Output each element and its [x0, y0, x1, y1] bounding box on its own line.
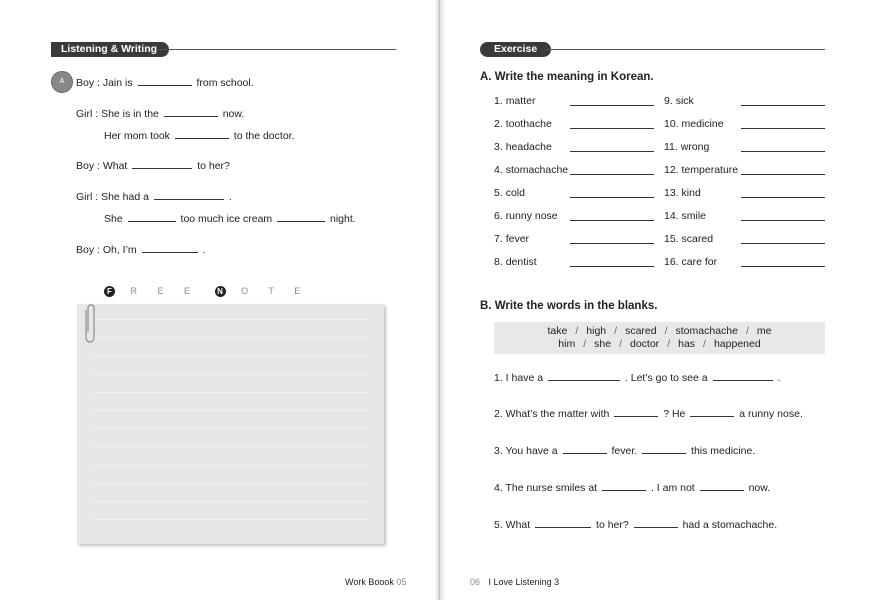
- note-rule: [92, 483, 369, 484]
- sentence-text: a runny nose.: [739, 408, 803, 420]
- separator: /: [575, 325, 579, 337]
- vocab-item: [664, 141, 709, 153]
- dialog-text: .: [228, 191, 232, 203]
- vocab-item: [664, 210, 706, 222]
- word-bank-word: doctor: [630, 338, 660, 350]
- vocab-item: [494, 210, 558, 222]
- section-tab-exercise: Exercise: [480, 42, 551, 57]
- dialog-text: .: [202, 244, 206, 256]
- word-bank-word: him: [558, 338, 576, 350]
- answer-blank[interactable]: [138, 74, 192, 86]
- answer-blank[interactable]: [741, 174, 825, 175]
- sentence-text: now.: [748, 482, 771, 494]
- dialog-line-7: [76, 241, 205, 256]
- vocab-word: toothache: [505, 118, 552, 130]
- answer-blank[interactable]: [570, 266, 654, 267]
- vocab-word: kind: [681, 187, 701, 199]
- section-rule: [546, 49, 825, 50]
- word-bank-row: [494, 338, 825, 351]
- answer-blank[interactable]: [602, 479, 646, 491]
- dialog-text: Girl : She is in the: [76, 108, 159, 120]
- vocab-item: [494, 164, 568, 176]
- vocab-number: 15.: [664, 233, 682, 245]
- vocab-number: 11.: [664, 141, 681, 153]
- vocab-number: 5.: [494, 187, 506, 199]
- dialog-text: Her mom took: [104, 130, 170, 142]
- paperclip-icon: [82, 304, 96, 344]
- footer-label: I Love Listening 3: [488, 577, 560, 587]
- vocab-word: dentist: [505, 256, 537, 268]
- sentence-1: [494, 369, 780, 384]
- vocab-item: [664, 95, 694, 107]
- dialog-text: to the doctor.: [233, 130, 295, 142]
- vocab-number: 16.: [664, 256, 682, 268]
- answer-blank[interactable]: [132, 157, 192, 169]
- section-rule: [160, 49, 396, 50]
- word-bank-row: [494, 325, 825, 338]
- answer-blank[interactable]: [570, 128, 654, 129]
- answer-blank[interactable]: [570, 197, 654, 198]
- dialog-line-5: [76, 188, 232, 203]
- vocab-word: stomachache: [505, 164, 569, 176]
- answer-blank[interactable]: [128, 210, 176, 222]
- dialog-text: from school.: [196, 77, 254, 89]
- answer-blank[interactable]: [570, 174, 654, 175]
- dialog-text: Boy : What: [76, 160, 128, 172]
- free-note-title: [104, 286, 309, 297]
- vocab-number: 2.: [494, 118, 506, 130]
- note-rule: [92, 519, 369, 520]
- answer-blank[interactable]: [614, 405, 658, 417]
- page-number: 05: [396, 577, 407, 587]
- vocab-item: [664, 164, 738, 176]
- answer-blank[interactable]: [642, 442, 686, 454]
- answer-blank[interactable]: [175, 127, 229, 139]
- vocab-number: 7.: [494, 233, 506, 245]
- separator: /: [745, 325, 749, 337]
- dialog-line-6: [104, 210, 356, 225]
- vocab-number: 1.: [494, 95, 506, 107]
- headphone-icon: [51, 71, 73, 93]
- sentence-text: . Let’s go to see a: [624, 372, 708, 384]
- sentence-text: .: [777, 372, 781, 384]
- answer-blank[interactable]: [142, 241, 198, 253]
- dialog-text: night.: [330, 213, 356, 225]
- separator: /: [703, 338, 706, 350]
- sentence-text: ? He: [663, 408, 686, 420]
- dialog-line-4: [76, 157, 230, 172]
- free-note-text: O T E: [241, 286, 310, 296]
- note-pad[interactable]: [77, 304, 384, 544]
- answer-blank[interactable]: [700, 479, 744, 491]
- answer-blank[interactable]: [563, 442, 607, 454]
- vocab-item: [494, 95, 535, 107]
- answer-blank[interactable]: [570, 151, 654, 152]
- word-bank: [494, 322, 825, 354]
- note-rule: [92, 501, 369, 502]
- word-bank-word: scared: [625, 325, 657, 337]
- separator: /: [667, 338, 671, 350]
- sentence-text: to her?: [596, 519, 629, 531]
- answer-blank[interactable]: [690, 405, 734, 417]
- vocab-word: runny nose: [505, 210, 558, 222]
- note-rule: [92, 410, 369, 411]
- word-bank-word: happened: [713, 338, 761, 350]
- note-rule: [92, 446, 369, 447]
- page-number: 06: [470, 577, 481, 587]
- word-bank-word: take: [547, 325, 568, 337]
- sentence-5: [494, 516, 777, 531]
- heading-b: B. Write the words in the blanks.: [480, 300, 658, 312]
- vocab-word: cold: [505, 187, 525, 199]
- note-rule: [92, 319, 369, 320]
- answer-blank[interactable]: [741, 266, 825, 267]
- dialog-text: She: [104, 213, 123, 225]
- vocab-number: 6.: [494, 210, 506, 222]
- note-rule: [92, 374, 369, 375]
- free-note-letter-n: N: [215, 286, 226, 297]
- vocab-item: [494, 256, 537, 268]
- footer-label: Work Boook: [345, 577, 394, 587]
- answer-blank[interactable]: [535, 516, 591, 528]
- dialog-line-2: [76, 105, 244, 120]
- sentence-text: this medicine.: [691, 445, 756, 457]
- separator: /: [619, 338, 622, 350]
- note-rule: [92, 428, 369, 429]
- vocab-item: [664, 187, 701, 199]
- vocab-word: temperature: [681, 164, 739, 176]
- answer-blank[interactable]: [570, 243, 654, 244]
- word-bank-word: me: [756, 325, 772, 337]
- sentence-text: 3. You have a: [494, 445, 558, 457]
- dialog-text: too much ice cream: [180, 213, 273, 225]
- dialog-text: to her?: [197, 160, 230, 172]
- vocab-word: scared: [681, 233, 714, 245]
- vocab-word: smile: [681, 210, 707, 222]
- vocab-item: [494, 141, 552, 153]
- vocab-number: 8.: [494, 256, 506, 268]
- vocab-number: 13.: [664, 187, 682, 199]
- vocab-word: wrong: [680, 141, 710, 153]
- answer-blank[interactable]: [741, 197, 825, 198]
- answer-blank[interactable]: [741, 243, 825, 244]
- vocab-number: 3.: [494, 141, 506, 153]
- note-rule: [92, 392, 369, 393]
- dialog-text: Girl : She had a: [76, 191, 149, 203]
- answer-blank[interactable]: [154, 188, 224, 200]
- vocab-item: [494, 118, 552, 130]
- word-bank-word: she: [594, 338, 612, 350]
- vocab-number: 4.: [494, 164, 506, 176]
- vocab-item: [664, 233, 713, 245]
- vocab-item: [664, 118, 724, 130]
- note-rule: [92, 337, 369, 338]
- vocab-word: matter: [505, 95, 536, 107]
- right-footer: [470, 577, 559, 587]
- vocab-word: care for: [681, 256, 718, 268]
- answer-blank[interactable]: [741, 128, 825, 129]
- answer-blank[interactable]: [548, 369, 620, 381]
- sentence-2: [494, 405, 803, 420]
- vocab-word: medicine: [681, 118, 724, 130]
- answer-blank[interactable]: [570, 105, 654, 106]
- free-note-text: R E E: [130, 286, 200, 296]
- note-rule: [92, 355, 369, 356]
- answer-blank[interactable]: [713, 369, 773, 381]
- sentence-text: 5. What: [494, 519, 531, 531]
- answer-blank[interactable]: [741, 105, 825, 106]
- dialog-line-1: [76, 74, 254, 89]
- free-note-letter-f: F: [104, 286, 115, 297]
- vocab-word: fever: [505, 233, 530, 245]
- word-bank-word: has: [678, 338, 696, 350]
- separator: /: [583, 338, 587, 350]
- sentence-text: 4. The nurse smiles at: [494, 482, 598, 494]
- icon-letter: A: [59, 78, 65, 85]
- separator: /: [614, 325, 618, 337]
- sentence-text: had a stomachache.: [682, 519, 778, 531]
- heading-a: A. Write the meaning in Korean.: [480, 71, 654, 83]
- sentence-text: 2. What’s the matter with: [494, 408, 610, 420]
- vocab-item: [494, 233, 529, 245]
- vocab-number: 14.: [664, 210, 682, 222]
- sentence-text: 1. I have a: [494, 372, 544, 384]
- vocab-word: sick: [675, 95, 694, 107]
- word-bank-word: high: [586, 325, 607, 337]
- answer-blank[interactable]: [277, 210, 325, 222]
- sentence-text: fever.: [611, 445, 638, 457]
- vocab-number: 9.: [664, 95, 676, 107]
- dialog-text: Boy : Jain is: [76, 77, 133, 89]
- word-bank-word: stomachache: [675, 325, 738, 337]
- answer-blank[interactable]: [741, 220, 825, 221]
- answer-blank[interactable]: [570, 220, 654, 221]
- dialog-line-3: [104, 127, 295, 142]
- vocab-number: 12.: [664, 164, 682, 176]
- dialog-text: now.: [222, 108, 245, 120]
- vocab-number: 10.: [664, 118, 682, 130]
- answer-blank[interactable]: [741, 151, 825, 152]
- sentence-text: . I am not: [650, 482, 695, 494]
- answer-blank[interactable]: [634, 516, 678, 528]
- left-footer: [345, 577, 406, 587]
- section-tab-listening: Listening & Writing: [51, 42, 169, 57]
- dialog-text: Boy : Oh, I’m: [76, 244, 137, 256]
- vocab-word: headache: [505, 141, 552, 153]
- note-rule: [92, 465, 369, 466]
- answer-blank[interactable]: [164, 105, 218, 117]
- vocab-item: [664, 256, 717, 268]
- vocab-item: [494, 187, 525, 199]
- sentence-3: [494, 442, 755, 457]
- sentence-4: [494, 479, 770, 494]
- separator: /: [664, 325, 668, 337]
